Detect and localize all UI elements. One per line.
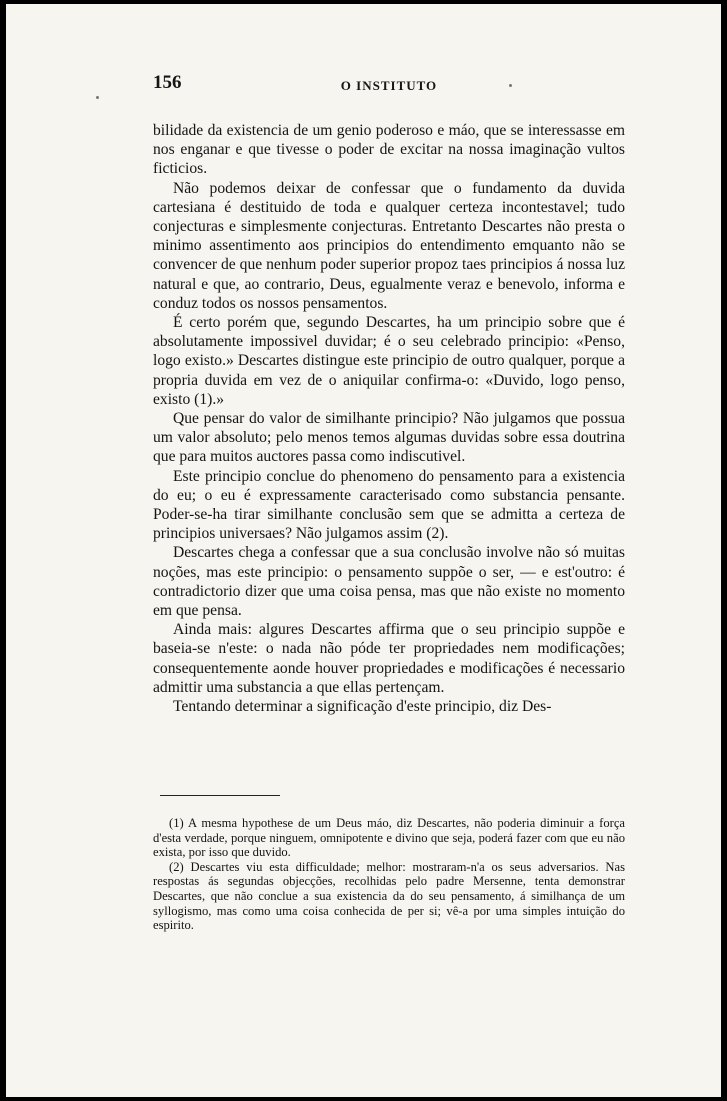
footnotes xyxy=(153,816,625,933)
page-header xyxy=(153,72,625,100)
paragraph: Este principio conclue do phenomeno do pensamento para a existencia do eu; o eu é expressamente caracterisado como substancia pensante. Poder-se-ha tirar similhante conclusão sem que se admitta a certeza de principios universaes? Não julgamos assim (2). xyxy=(153,467,625,543)
footnote-rule xyxy=(160,795,280,796)
footnote: (1) A mesma hypothese de um Deus máo, diz Descartes, não poderia diminuir a força d'esta verdade, porque ninguem, omnipotente e divino que seja, poderá fazer com que eu não exista, por isso que duvido. xyxy=(153,816,625,860)
paragraph: Que pensar do valor de similhante principio? Não julgamos que possua um valor absoluto; pelo menos temos algumas duvidas sobre essa doutrina que para muitos auctores passa como indiscutivel. xyxy=(153,410,625,466)
paragraph: Não podemos deixar de confessar que o fundamento da duvida cartesiana é destituido de toda e qualquer certeza incontestavel; tudo conjecturas e simplesmente conjecturas. Entretanto Descartes não presta o minimo assentimento aos principios do entendimento emquanto não se convencer de que nenhum poder superior propoz taes principios á nossa luz natural e que, ao contrario, Deus, egualmente veraz e benevolo, informa e conduz todos os nossos pensamentos. xyxy=(153,179,625,312)
paragraph: bilidade da existencia de um genio poderoso e máo, que se interessasse em nos enganar e que tivesse o poder de excitar na nossa imaginação vultos ficticios. xyxy=(153,122,625,178)
page-number: 156 xyxy=(153,72,182,93)
body-text xyxy=(153,121,625,716)
running-title: O INSTITUTO xyxy=(340,78,438,93)
page-speck xyxy=(96,96,99,99)
paragraph: Ainda mais: algures Descartes affirma que o seu principio suppõe e baseia-se n'este: o nada não póde ter propriedades nem modificações; consequentemente aonde houver propriedades e modificações é necessario admittir uma substancia a que ellas pertençam. xyxy=(153,621,625,696)
paragraph: Tentando determinar a significação d'este principio, diz Des- xyxy=(173,698,552,716)
paragraph: É certo porém que, segundo Descartes, ha um principio sobre que é absolutamente impossivel duvidar; é o seu celebrado principio: «Penso, logo existo.» Descartes distingue este principio de outro qualquer, porque a propria duvida em vez de o aniquilar confirma-o: «Duvido, logo penso, existo (1).» xyxy=(153,314,625,408)
paragraph: Descartes chega a confessar que a sua conclusão involve não só muitas noções, mas este principio: o pensamento suppõe o ser, — e est'outro: é contradictorio dizer que uma coisa pensa, mas que não existe no momento em que pensa. xyxy=(153,544,625,620)
footnote: (2) Descartes viu esta difficuldade; melhor: mostraram-n'a os seus adversarios. Nas respostas ás segundas objecções, recolhidas pelo padre Mersenne, tenta demonstrar Descartes, que não conclue a sua existencia da do seu pensamento, á similhança de um syllogismo, mas como uma coisa conhecida de per si; vê-a por uma simples intuição do espirito. xyxy=(153,859,625,933)
